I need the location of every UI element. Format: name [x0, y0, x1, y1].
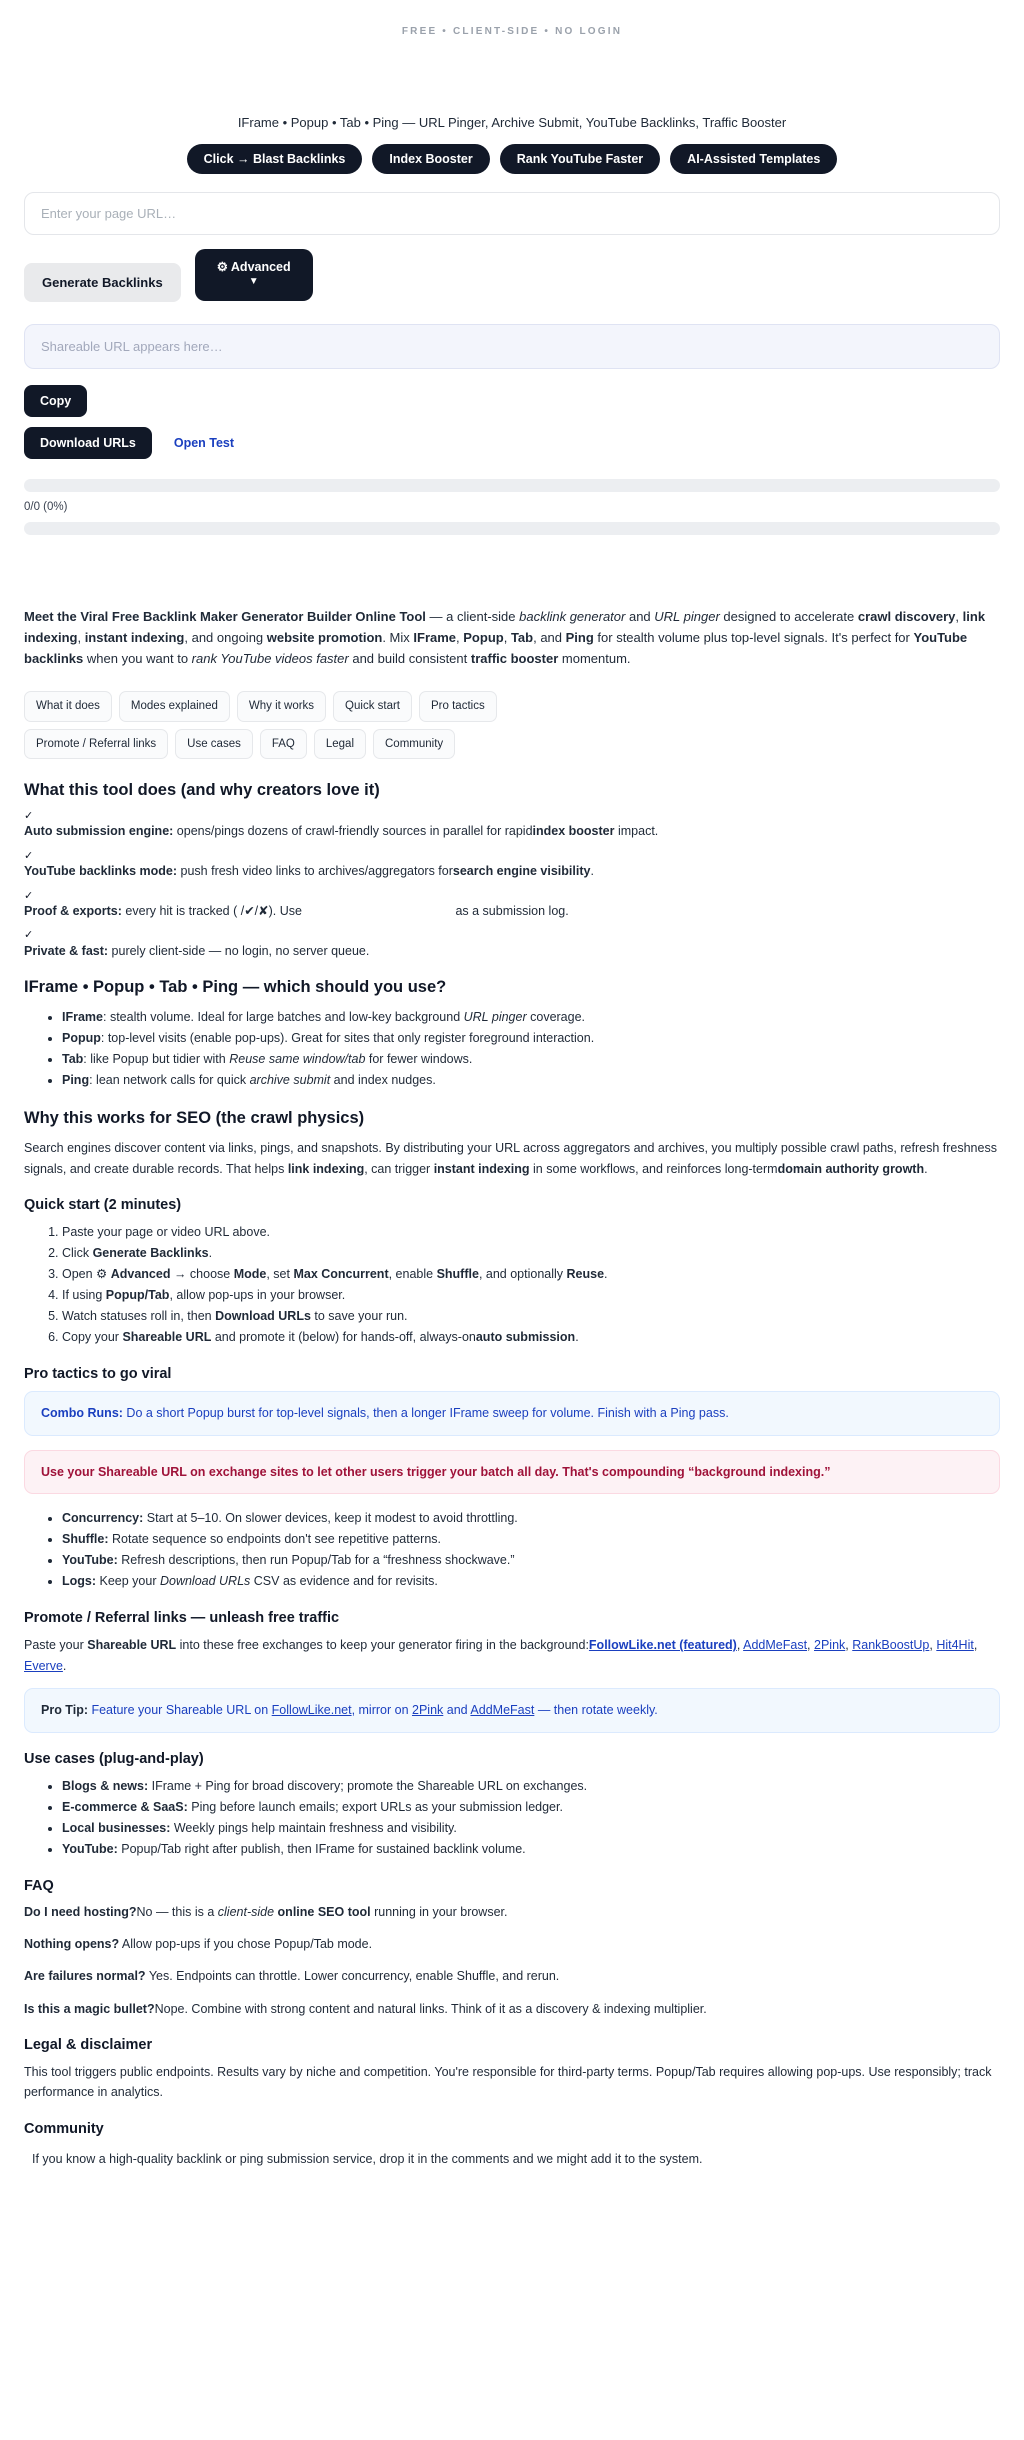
mode-body: : like Popup but tidier with	[83, 1052, 230, 1067]
intro-b5: IFrame	[413, 630, 457, 646]
chevron-down-icon: ▼	[248, 275, 259, 287]
mode-body: : top-level visits (enable pop-ups). Great for sites that only register foreground interaction.	[100, 1031, 595, 1046]
mode-label: Tab	[62, 1052, 84, 1067]
feature-body: purely client-side — no login, no server queue.	[108, 943, 370, 958]
tab-promote-referral-links[interactable]: Promote / Referral links	[24, 729, 168, 759]
promote-bold: Shareable URL	[87, 1638, 177, 1653]
step-text: Click	[62, 1245, 93, 1260]
intro-i3: rank YouTube videos faster	[191, 651, 349, 667]
section-tabs	[24, 691, 644, 759]
progress-bar-primary	[24, 479, 1000, 492]
why-text-3: in some workflows, and reinforces long-term	[529, 1161, 778, 1176]
feature-text	[24, 942, 1000, 961]
step-text: Watch statuses roll in, then	[62, 1308, 216, 1323]
list-item	[62, 1571, 1000, 1592]
promote-text-1: Paste your	[24, 1638, 88, 1653]
modes-list	[24, 1007, 1000, 1091]
step-tail: to save your run.	[310, 1308, 408, 1323]
faq-answer: Yes. Endpoints can throttle. Lower concurrency, enable Shuffle, and rerun.	[145, 1969, 560, 1984]
tab-faq[interactable]: FAQ	[260, 729, 307, 759]
tactic-label: YouTube:	[62, 1553, 118, 1568]
page-url-input[interactable]	[24, 192, 1000, 235]
intro-b4: website promotion	[266, 630, 383, 646]
tab-community[interactable]: Community	[373, 729, 455, 759]
step-text: Paste your page or video URL above.	[62, 1224, 270, 1239]
intro-t1: — a client-side	[425, 609, 520, 624]
use-case-label: Local businesses:	[62, 1820, 171, 1835]
why-it-works-paragraph	[24, 1138, 1000, 1179]
promote-sep-4: ,	[929, 1638, 937, 1653]
promote-sep-2: ,	[807, 1638, 814, 1653]
pro-tip-t3: and	[443, 1702, 471, 1717]
step-t2: and promote it (below) for hands-off, always-on	[211, 1329, 476, 1344]
feature-text	[24, 902, 1000, 921]
step-bold: Popup/Tab	[105, 1287, 170, 1302]
list-item	[62, 1306, 1000, 1327]
intro-b10: traffic booster	[470, 651, 559, 667]
check-icon: ✓	[24, 849, 34, 862]
community-note: If you know a high-quality backlink or ping submission service, drop it in the comments and we might add it to the system.	[32, 2152, 703, 2167]
pro-tip-t4: — then rotate weekly.	[534, 1702, 658, 1717]
intro-lead: Meet the Viral Free Backlink Maker Generator Builder Online Tool	[24, 609, 426, 624]
bottom-spacer	[24, 2182, 1000, 2222]
why-bold-1: link indexing	[287, 1161, 365, 1176]
intro-t2: and	[625, 609, 655, 624]
step-tail: , allow pop-ups in your browser.	[169, 1287, 346, 1302]
list-item	[62, 1028, 1000, 1049]
link-addmefast[interactable]: AddMeFast	[743, 1638, 808, 1653]
link-followlike-featured[interactable]: FollowLike.net (featured)	[588, 1638, 737, 1653]
faq-answer: Nope. Combine with strong content and natural links. Think of it as a discovery & indexing multiplier.	[154, 2001, 707, 2016]
section-heading-use-cases: Use cases (plug-and-play)	[24, 1750, 204, 1767]
faq-item-failures	[24, 1967, 1000, 1986]
faq-question: Nothing opens?	[24, 1936, 120, 1951]
faq-question: Is this a magic bullet?	[24, 2001, 155, 2016]
feature-text	[24, 822, 1000, 841]
tactic-body: Keep your	[96, 1574, 160, 1589]
section-heading-quick-start: Quick start (2 minutes)	[24, 1196, 182, 1213]
use-case-body: Ping before launch emails; export URLs as your submission ledger.	[187, 1799, 563, 1814]
pro-tip-t2: , mirror on	[351, 1702, 413, 1717]
pill-index-booster[interactable]: Index Booster	[372, 144, 489, 174]
intro-t14: momentum.	[558, 651, 631, 667]
feature-label: YouTube backlinks mode:	[24, 863, 178, 878]
step-text: Open ⚙	[62, 1266, 111, 1281]
faq-a3: running in your browser.	[370, 1904, 508, 1919]
faq-item-nothing-opens	[24, 1935, 1000, 1954]
tactic-italic: Download URLs	[159, 1574, 251, 1589]
progress-label: 0/0 (0%)	[24, 501, 68, 513]
feature-emphasis: index booster	[532, 823, 615, 838]
step-b5: Reuse	[566, 1266, 605, 1281]
list-item	[62, 1776, 1000, 1797]
quick-start-steps	[24, 1222, 1000, 1348]
pro-tip-t1: Feature your Shareable URL on	[88, 1702, 272, 1717]
faq-italic: client-side	[217, 1904, 275, 1919]
list-item	[62, 1529, 1000, 1550]
download-urls-button[interactable]: Download URLs	[24, 427, 152, 459]
pill-blast-backlinks[interactable]: Click → Blast Backlinks	[187, 144, 363, 174]
link-addmefast-tip[interactable]: AddMeFast	[470, 1702, 535, 1717]
advanced-label: ⚙ Advanced	[216, 260, 291, 274]
step-bold: Download URLs	[215, 1308, 311, 1323]
step-bold: Shareable URL	[122, 1329, 212, 1344]
progress-bar-secondary	[24, 522, 1000, 535]
intro-t11: for stealth volume plus top-level signals. It's perfect for	[593, 630, 914, 646]
list-item	[62, 1818, 1000, 1839]
faq-a1: No — this is a	[136, 1904, 218, 1919]
feature-emphasis: search engine visibility	[452, 863, 591, 878]
list-item	[62, 1327, 1000, 1348]
callout-lead: Combo Runs:	[41, 1405, 123, 1420]
tactic-label: Shuffle:	[62, 1532, 109, 1547]
list-item	[62, 1222, 1000, 1243]
feature-tail: as a submission log.	[451, 903, 569, 918]
feature-item-auto-submission	[24, 810, 1000, 841]
check-icon: ✓	[24, 809, 34, 822]
intro-t8: ,	[456, 630, 464, 646]
promote-paragraph	[24, 1635, 1000, 1676]
tab-pro-tactics[interactable]: Pro tactics	[419, 691, 497, 721]
step-bold: Advanced	[110, 1266, 171, 1281]
link-2pink-tip[interactable]: 2Pink	[412, 1702, 444, 1717]
step-b2: auto submission	[475, 1329, 576, 1344]
intro-t12: when you want to	[83, 651, 192, 667]
callout-pro-tip	[24, 1688, 1000, 1733]
section-heading-why-it-works: Why this works for SEO (the crawl physics)	[24, 1109, 365, 1128]
intro-b3: instant indexing	[84, 630, 185, 646]
feature-text	[24, 862, 1000, 881]
feature-item-youtube-backlinks	[24, 850, 1000, 881]
pill-ai-assisted-templates[interactable]: AI-Assisted Templates	[670, 144, 837, 174]
mode-label: Ping	[62, 1073, 90, 1088]
check-icon: ✓	[24, 889, 34, 902]
step-t4: , enable	[388, 1266, 437, 1281]
intro-t10: , and	[533, 630, 566, 646]
list-item	[62, 1264, 1000, 1285]
tab-what-it-does[interactable]: What it does	[24, 691, 112, 721]
section-heading-faq: FAQ	[24, 1877, 54, 1894]
tactic-body: Refresh descriptions, then run Popup/Tab for a “freshness shockwave.”	[117, 1553, 515, 1568]
tab-modes-explained[interactable]: Modes explained	[119, 691, 230, 721]
mode-tail: for fewer windows.	[365, 1052, 473, 1067]
step-t3: .	[575, 1329, 579, 1344]
tab-use-cases[interactable]: Use cases	[175, 729, 253, 759]
feature-label: Proof & exports:	[24, 903, 122, 918]
spacer	[24, 535, 1000, 593]
section-heading-what-it-does: What this tool does (and why creators love it)	[24, 780, 380, 799]
step-bold: Generate Backlinks	[92, 1245, 209, 1260]
download-row	[24, 427, 1000, 459]
tactic-body: Rotate sequence so endpoints don't see repetitive patterns.	[108, 1532, 441, 1547]
list-item	[62, 1508, 1000, 1529]
tagline: IFrame • Popup • Tab • Ping — URL Pinger, Archive Submit, YouTube Backlinks, Traffic Booster	[237, 115, 787, 130]
feature-item-proof-exports	[24, 890, 1000, 921]
list-item	[62, 1243, 1000, 1264]
step-text: Copy your	[62, 1329, 123, 1344]
feature-tail: impact.	[614, 823, 659, 838]
promote-text-2: into these free exchanges to keep your generator firing in the background:	[176, 1638, 589, 1653]
promote-period: .	[62, 1658, 67, 1673]
link-hit4hit[interactable]: Hit4Hit	[936, 1638, 974, 1653]
intro-paragraph	[24, 606, 1000, 669]
callout-shareable-url: Use your Shareable URL on exchange sites to let other users trigger your batch all day. That's compounding “background indexing.”	[24, 1450, 1000, 1495]
mode-italic: Reuse same window/tab	[229, 1052, 366, 1067]
why-text-1: Search engines discover content via links, pings, and snapshots. By distributing your URL across aggregators and archives, you multiply possible crawl paths, refresh freshness signals, and create durable records. That helps	[24, 1141, 997, 1176]
why-text-4: .	[924, 1161, 928, 1176]
copy-button[interactable]: Copy	[24, 385, 87, 417]
feature-body: every hit is tracked ( /✔/✘). Use	[121, 903, 302, 918]
tactic-tail: CSV as evidence and for revisits.	[250, 1574, 438, 1589]
intro-t3: designed to accelerate	[719, 609, 858, 624]
feature-body: push fresh video links to archives/aggregators for	[177, 863, 453, 878]
use-case-body: Popup/Tab right after publish, then IFrame for sustained backlink volume.	[117, 1841, 526, 1856]
step-t3: , set	[266, 1266, 294, 1281]
promote-sep-3: ,	[845, 1638, 853, 1653]
intro-t4: ,	[955, 609, 963, 624]
section-heading-community: Community	[24, 2120, 104, 2137]
section-heading-modes: IFrame • Popup • Tab • Ping — which should you use?	[24, 978, 447, 997]
faq-bold: online SEO tool	[277, 1904, 371, 1919]
generate-backlinks-button[interactable]: Generate Backlinks	[24, 263, 181, 302]
callout-body: Do a short Popup burst for top-level signals, then a longer IFrame sweep for volume. Finish with a Ping pass.	[122, 1405, 729, 1420]
mode-italic: URL pinger	[463, 1010, 527, 1025]
tactic-body: Start at 5–10. On slower devices, keep it modest to avoid throttling.	[143, 1511, 518, 1526]
promote-sep-5: ,	[973, 1638, 978, 1653]
list-item	[62, 1049, 1000, 1070]
open-test-link[interactable]: Open Test	[173, 436, 235, 450]
pill-rank-youtube-faster[interactable]: Rank YouTube Faster	[500, 144, 660, 174]
mode-tail: coverage.	[526, 1010, 586, 1025]
faq-answer: Allow pop-ups if you chose Popup/Tab mode.	[119, 1936, 373, 1951]
shareable-url-output[interactable]: Shareable URL appears here…	[24, 324, 1000, 369]
mode-label: IFrame	[62, 1010, 103, 1025]
intro-t9: ,	[503, 630, 511, 646]
link-rankboostup[interactable]: RankBoostUp	[852, 1638, 930, 1653]
intro-i1: backlink generator	[519, 609, 626, 624]
tactic-label: Concurrency:	[62, 1511, 144, 1526]
feature-pill-row	[24, 144, 1000, 174]
eyebrow-banner: FREE • CLIENT-SIDE • NO LOGIN	[401, 26, 623, 37]
section-heading-legal: Legal & disclaimer	[24, 2037, 153, 2054]
feature-label: Private & fast:	[24, 943, 109, 958]
step-b2: Mode	[233, 1266, 267, 1281]
list-item	[62, 1070, 1000, 1091]
tab-legal[interactable]: Legal	[314, 729, 366, 759]
copy-row	[24, 385, 1000, 417]
why-bold-2: instant indexing	[433, 1161, 530, 1176]
mode-tail: and index nudges.	[330, 1073, 436, 1088]
promote-sep-1: ,	[736, 1638, 744, 1653]
use-cases-list	[24, 1776, 1000, 1860]
step-tail: .	[208, 1245, 213, 1260]
list-item	[62, 1285, 1000, 1306]
use-case-label: Blogs & news:	[62, 1778, 149, 1793]
link-everve[interactable]: Everve	[24, 1658, 63, 1673]
tactic-label: Logs:	[62, 1574, 97, 1589]
use-case-body: Weekly pings help maintain freshness and visibility.	[170, 1820, 457, 1835]
list-item	[62, 1839, 1000, 1860]
mode-italic: archive submit	[249, 1073, 331, 1088]
step-t5: , and optionally	[478, 1266, 567, 1281]
feature-label: Auto submission engine:	[24, 823, 174, 838]
intro-t5: ,	[77, 630, 85, 646]
use-case-label: E-commerce & SaaS:	[62, 1799, 188, 1814]
faq-item-hosting	[24, 1903, 1000, 1922]
intro-t6: , and ongoing	[184, 630, 267, 646]
list-item	[62, 1797, 1000, 1818]
section-heading-promote: Promote / Referral links — unleash free traffic	[24, 1610, 340, 1627]
faq-question: Do I need hosting?	[24, 1904, 137, 1919]
section-heading-pro-tactics: Pro tactics to go viral	[24, 1365, 172, 1382]
why-text-2: , can trigger	[364, 1161, 434, 1176]
mode-label: Popup	[62, 1031, 101, 1046]
faq-question: Are failures normal?	[24, 1969, 146, 1984]
legal-paragraph: This tool triggers public endpoints. Results vary by niche and competition. You're responsible for third-party terms. Popup/Tab requires allowing pop-ups. Use responsibly; track performance in analytics.	[24, 2065, 992, 2100]
pro-tip-lead: Pro Tip:	[41, 1702, 88, 1717]
intro-t7: . Mix	[382, 630, 414, 646]
intro-i2: URL pinger	[654, 609, 720, 624]
faq-item-magic-bullet	[24, 2000, 1000, 2019]
step-text: If using	[62, 1287, 106, 1302]
step-b3: Max Concurrent	[293, 1266, 389, 1281]
mode-body: : lean network calls for quick	[89, 1073, 250, 1088]
list-item	[62, 1550, 1000, 1571]
intro-b6: Popup	[463, 630, 504, 646]
intro-b9: YouTube backlinks	[24, 630, 968, 667]
link-2pink[interactable]: 2Pink	[814, 1638, 846, 1653]
feature-tail: .	[590, 863, 594, 878]
action-row	[24, 249, 1000, 302]
mode-body: : stealth volume. Ideal for large batches and low-key background	[103, 1010, 464, 1025]
feature-item-private-fast	[24, 929, 1000, 960]
callout-combo-runs	[24, 1391, 1000, 1436]
use-case-body: IFrame + Ping for broad discovery; promote the Shareable URL on exchanges.	[148, 1778, 588, 1793]
intro-b8: Ping	[565, 630, 594, 646]
feature-body: opens/pings dozens of crawl-friendly sources in parallel for rapid	[173, 823, 533, 838]
check-icon: ✓	[24, 929, 34, 942]
intro-b7: Tab	[510, 630, 534, 646]
tab-quick-start[interactable]: Quick start	[333, 691, 412, 721]
intro-t13: and build consistent	[348, 651, 471, 667]
step-t6: .	[604, 1266, 608, 1281]
list-item	[62, 1007, 1000, 1028]
use-case-label: YouTube:	[62, 1841, 118, 1856]
advanced-toggle-button[interactable]	[195, 249, 313, 301]
intro-b2: link indexing	[24, 609, 986, 646]
step-t2: → choose	[170, 1266, 234, 1281]
why-bold-3: domain authority growth	[777, 1161, 925, 1176]
tab-why-it-works[interactable]: Why it works	[237, 691, 326, 721]
intro-b1: crawl discovery	[857, 609, 956, 624]
step-b4: Shuffle	[436, 1266, 479, 1281]
pro-tactics-list	[24, 1508, 1000, 1592]
link-followlike[interactable]: FollowLike.net	[271, 1702, 352, 1717]
